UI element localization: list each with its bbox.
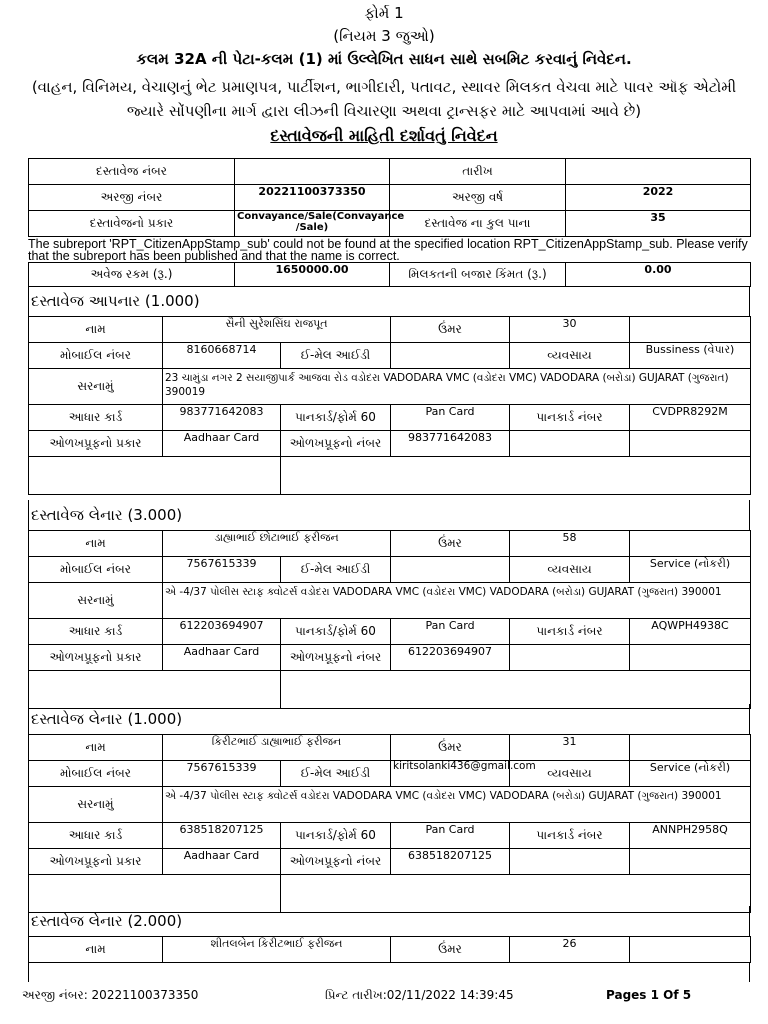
email-label: ઈ-મેલ આઈડી	[281, 557, 391, 583]
blank-cell	[281, 671, 751, 709]
date-label: તારીખ	[390, 159, 566, 185]
mobile-label: મોબાઈલ નંબર	[29, 343, 163, 369]
party-table	[28, 936, 751, 963]
pan-number-label: પાનકાર્ડ નંબર	[510, 405, 630, 431]
doc-number-label: દસ્તાવેજ નંબર	[29, 159, 235, 185]
age-label: ઉંમર	[391, 317, 510, 343]
party-aadhaar: 612203694907	[163, 619, 281, 645]
party-mobile: 7567615339	[163, 761, 281, 787]
party-table	[28, 530, 751, 709]
blank-cell	[630, 645, 751, 671]
frame-line	[28, 962, 29, 982]
name-label: નામ	[29, 937, 163, 963]
market-value-value: 0.00	[566, 263, 751, 287]
blank-cell	[510, 645, 630, 671]
party-name: શીતલબેન કિરીટભાઈ ફરીજન	[163, 937, 391, 963]
footer-print-date: પ્રિન્ટ તારીખ:02/11/2022 14:39:45	[325, 988, 514, 1002]
age-label: ઉંમર	[391, 735, 510, 761]
age-label: ઉંમર	[391, 531, 510, 557]
address-label: સરનામું	[29, 787, 163, 823]
occupation-label: વ્યવસાય	[510, 761, 630, 787]
total-pages-value: 35	[566, 211, 751, 237]
party-occupation: Bussiness (વેપાર)	[630, 343, 751, 369]
age-label: ઉંમર	[391, 937, 510, 963]
market-value-label: મિલકતની બજાર કિંમત (રૂ.)	[390, 263, 566, 287]
pan-number-label: પાનકાર્ડ નંબર	[510, 619, 630, 645]
doc-number-value	[235, 159, 390, 185]
party-id-number: 638518207125	[391, 849, 510, 875]
email-label: ઈ-મેલ આઈડી	[281, 343, 391, 369]
id-number-label: ઓળખપ્રૂફનો નંબર	[281, 645, 391, 671]
total-pages-label: દસ્તાવેજ ના કુલ પાના	[390, 211, 566, 237]
party-table	[28, 734, 751, 913]
blank-cell	[630, 735, 751, 761]
blank-cell	[630, 849, 751, 875]
party-aadhaar: 638518207125	[163, 823, 281, 849]
app-year-value: 2022	[566, 185, 751, 211]
mobile-label: મોબાઈલ નંબર	[29, 557, 163, 583]
party-age: 30	[510, 317, 630, 343]
id-number-label: ઓળખપ્રૂફનો નંબર	[281, 849, 391, 875]
party-name: ડાહ્યાભાઈ છોટાભાઈ ફરીજન	[163, 531, 391, 557]
party-id-number: 612203694907	[391, 645, 510, 671]
consideration-value: 1650000.00	[235, 263, 390, 287]
party-id-type: Aadhaar Card	[163, 645, 281, 671]
party-age: 31	[510, 735, 630, 761]
id-type-label: ઓળખપ્રૂફનો પ્રકાર	[29, 849, 163, 875]
id-type-label: ઓળખપ્રૂફનો પ્રકાર	[29, 645, 163, 671]
footer-pages: Pages 1 Of 5	[606, 988, 692, 1002]
party-section-title: દસ્તાવેજ લેનાર (2.000)	[28, 906, 750, 936]
form-subheading: (વાહન, વિનિમય, વેચાણનું ભેટ પ્રમાણપત્ર, પાર્ટીશન, ભાગીદારી, પતાવટ, સ્થાવર મિલકત વેચવા માટે પાવર ઑફ એટોમી જ્યારે સોંપણીના માર્ગ દ્વારા લીઝની વિચારણા અથવા ટ્રાન્સફર માટે આપવામાં આવે છે)	[31, 78, 737, 120]
party-table	[28, 316, 751, 495]
app-year-label: અરજી વર્ષ	[390, 185, 566, 211]
party-pan-form: Pan Card	[391, 405, 510, 431]
pan-form-label: પાનકાર્ડ/ફોર્મ 60	[281, 619, 391, 645]
party-section-title: દસ્તાવેજ આપનાર (1.000)	[28, 286, 750, 316]
blank-cell	[630, 431, 751, 457]
party-email: kiritsolanki436@gmail.com	[391, 761, 510, 787]
party-age: 58	[510, 531, 630, 557]
blank-cell	[630, 531, 751, 557]
party-name: સૈની સુરેશસિંઘ રાજપૂત	[163, 317, 391, 343]
blank-cell	[630, 317, 751, 343]
date-value	[566, 159, 751, 185]
party-email	[391, 343, 510, 369]
occupation-label: વ્યવસાય	[510, 557, 630, 583]
party-pan-number: CVDPR8292M	[630, 405, 751, 431]
email-label: ઈ-મેલ આઈડી	[281, 761, 391, 787]
party-pan-form: Pan Card	[391, 619, 510, 645]
app-number-value: 20221100373350	[235, 185, 390, 211]
party-mobile: 8160668714	[163, 343, 281, 369]
address-label: સરનામું	[29, 583, 163, 619]
party-pan-form: Pan Card	[391, 823, 510, 849]
pan-form-label: પાનકાર્ડ/ફોર્મ 60	[281, 823, 391, 849]
name-label: નામ	[29, 317, 163, 343]
doc-info-table	[28, 158, 751, 237]
name-label: નામ	[29, 735, 163, 761]
party-section-title: દસ્તાવેજ લેનાર (1.000)	[28, 704, 750, 734]
party-address: 23 ચામુંડા નગર 2 સયાજીપાર્ક આજવા રોડ વડોદરા VADODARA VMC (વડોદરા VMC) VADODARA (બરોડા) GUJARAT (ગુજરાત) 390019	[163, 369, 751, 405]
party-section-title: દસ્તાવેજ લેનાર (3.000)	[28, 500, 750, 530]
party-aadhaar: 983771642083	[163, 405, 281, 431]
address-label: સરનામું	[29, 369, 163, 405]
mobile-label: મોબાઈલ નંબર	[29, 761, 163, 787]
statement-title: દસ્તાવેજની માહિતી દર્શાવતું નિવેદન	[270, 126, 498, 145]
form-title: ફોર્મ 1	[364, 4, 404, 22]
blank-cell	[29, 457, 281, 495]
party-pan-number: AQWPH4938C	[630, 619, 751, 645]
party-pan-number: ANNPH2958Q	[630, 823, 751, 849]
frame-line	[749, 962, 750, 982]
pan-number-label: પાનકાર્ડ નંબર	[510, 823, 630, 849]
app-number-label: અરજી નંબર	[29, 185, 235, 211]
occupation-label: વ્યવસાય	[510, 343, 630, 369]
party-occupation: Service (નોકરી)	[630, 761, 751, 787]
id-number-label: ઓળખપ્રૂફનો નંબર	[281, 431, 391, 457]
party-id-type: Aadhaar Card	[163, 431, 281, 457]
aadhaar-label: આધાર કાર્ડ	[29, 405, 163, 431]
id-type-label: ઓળખપ્રૂફનો પ્રકાર	[29, 431, 163, 457]
consideration-label: અવેજ રકમ (રૂ.)	[29, 263, 235, 287]
party-id-number: 983771642083	[391, 431, 510, 457]
party-email	[391, 557, 510, 583]
doc-type-value: Convayance/Sale(Convayance /Sale)	[235, 211, 390, 237]
aadhaar-label: આધાર કાર્ડ	[29, 823, 163, 849]
rule-reference: (નિયમ 3 જુઓ)	[333, 27, 435, 45]
name-label: નામ	[29, 531, 163, 557]
form-heading: કલમ 32A ની પેટા-કલમ (1) માં ઉલ્લેખિત સાધન સાથે સબમિટ કરવાનું નિવેદન.	[136, 50, 632, 68]
party-address: એ -4/37 પોલીસ સ્ટાફ ક્વોટર્સ વડોદરા VADODARA VMC (વડોદરા VMC) VADODARA (બરોડા) GUJARAT (ગુજરાત) 390001	[163, 583, 751, 619]
party-mobile: 7567615339	[163, 557, 281, 583]
pan-form-label: પાનકાર્ડ/ફોર્મ 60	[281, 405, 391, 431]
party-age: 26	[510, 937, 630, 963]
party-id-type: Aadhaar Card	[163, 849, 281, 875]
doc-type-label: દસ્તાવેજનો પ્રકાર	[29, 211, 235, 237]
subreport-error: The subreport 'RPT_CitizenAppStamp_sub' could not be found at the specified location RPT_CitizenAppStamp_sub. Please verify that the subreport has been published and that the name is correct.	[28, 237, 748, 263]
party-occupation: Service (નોકરી)	[630, 557, 751, 583]
amount-table	[28, 262, 751, 287]
blank-cell	[510, 849, 630, 875]
aadhaar-label: આધાર કાર્ડ	[29, 619, 163, 645]
party-name: કિરીટભાઈ ડાહ્યાભાઈ ફરીજન	[163, 735, 391, 761]
party-address: એ -4/37 પોલીસ સ્ટાફ ક્વોટર્સ વડોદરા VADODARA VMC (વડોદરા VMC) VADODARA (બરોડા) GUJARAT (ગુજરાત) 390001	[163, 787, 751, 823]
blank-cell	[29, 671, 281, 709]
blank-cell	[281, 457, 751, 495]
blank-cell	[510, 431, 630, 457]
blank-cell	[630, 937, 751, 963]
footer-app-number: અરજી નંબર: 20221100373350	[22, 988, 199, 1002]
